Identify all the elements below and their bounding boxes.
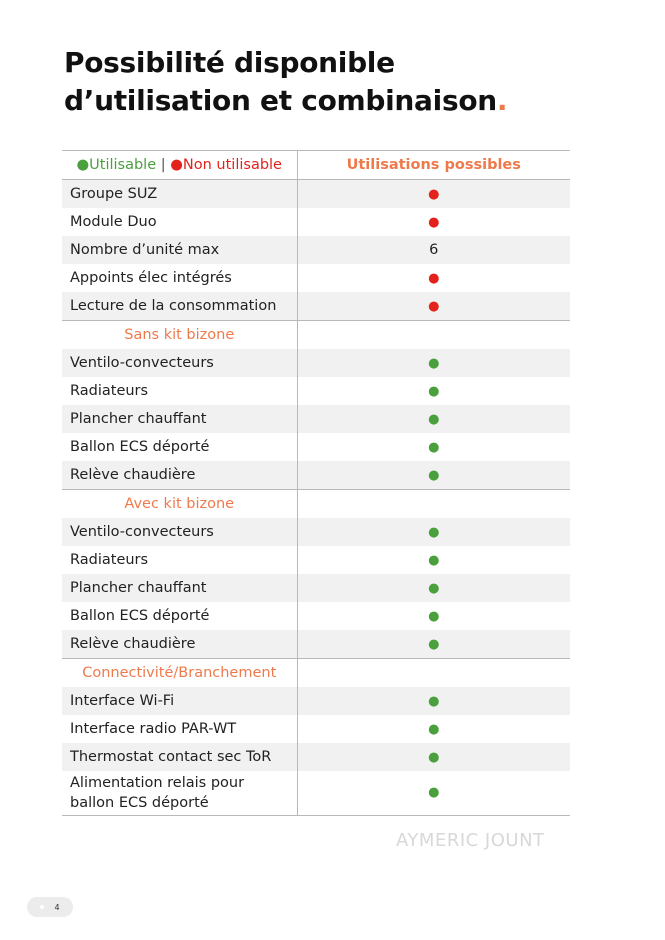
row-label-line-1: Alimentation relais pour <box>70 775 245 791</box>
green-dot-icon: ● <box>297 743 570 771</box>
page-indicator-dot-icon <box>40 905 44 909</box>
green-dot-icon: ● <box>428 608 440 624</box>
green-dot-icon: ● <box>428 439 440 455</box>
row-label: Nombre d’unité max <box>62 236 297 264</box>
row-label: Relève chaudière <box>62 461 297 490</box>
table-row <box>62 208 570 236</box>
table-row <box>62 292 570 321</box>
table-row <box>62 687 570 715</box>
row-label: Plancher chauffant <box>62 574 297 602</box>
green-dot-icon: ● <box>297 574 570 602</box>
page-number-badge <box>27 897 73 917</box>
green-dot-icon: ● <box>76 157 90 173</box>
column-header: Utilisations possibles <box>297 151 570 180</box>
table-row <box>62 377 570 405</box>
watermark: AYMERIC JOUNT <box>396 830 545 851</box>
table-row <box>62 771 570 816</box>
section-title: Avec kit bizone <box>62 490 297 519</box>
row-label-line-2: ballon ECS déporté <box>70 795 209 811</box>
green-dot-icon: ● <box>297 771 570 816</box>
green-dot-icon: ● <box>297 405 570 433</box>
row-label: Groupe SUZ <box>62 180 297 209</box>
table-row <box>62 715 570 743</box>
title-line-2-text: d’utilisation et combinaison <box>64 84 497 117</box>
section-empty-cell <box>297 659 570 688</box>
row-label: Plancher chauffant <box>62 405 297 433</box>
table-row <box>62 630 570 659</box>
usage-table <box>62 150 570 816</box>
section-header-row <box>62 321 570 350</box>
row-label: Interface Wi-Fi <box>62 687 297 715</box>
green-dot-icon: ● <box>297 349 570 377</box>
red-dot-icon: ● <box>297 180 570 209</box>
table-row <box>62 602 570 630</box>
row-label: Ballon ECS déporté <box>62 602 297 630</box>
red-dot-icon: ● <box>428 214 440 230</box>
green-dot-icon: ● <box>297 461 570 490</box>
green-dot-icon: ● <box>297 630 570 659</box>
row-label: Ventilo-convecteurs <box>62 518 297 546</box>
table-row <box>62 264 570 292</box>
row-label: Lecture de la consommation <box>62 292 297 321</box>
green-dot-icon: ● <box>428 552 440 568</box>
legend-cell <box>62 151 297 180</box>
legend-unusable-label: Non utilisable <box>182 157 282 173</box>
page-title <box>64 44 624 120</box>
table-row <box>62 546 570 574</box>
red-dot-icon: ● <box>170 157 183 173</box>
table-row <box>62 433 570 461</box>
green-dot-icon: ● <box>428 383 440 399</box>
section-header-row <box>62 490 570 519</box>
table-header-row <box>62 151 570 180</box>
row-label: Radiateurs <box>62 377 297 405</box>
table-row <box>62 236 570 264</box>
section-empty-cell <box>297 490 570 519</box>
legend-usable-label: Utilisable <box>89 157 157 173</box>
table-row <box>62 349 570 377</box>
row-label: Appoints élec intégrés <box>62 264 297 292</box>
legend-separator: | <box>156 157 171 173</box>
green-dot-icon: ● <box>297 687 570 715</box>
red-dot-icon: ● <box>297 292 570 321</box>
table-row <box>62 743 570 771</box>
table-row <box>62 405 570 433</box>
section-title: Sans kit bizone <box>62 321 297 350</box>
title-accent-dot: . <box>496 84 508 117</box>
row-label: Ballon ECS déporté <box>62 433 297 461</box>
section-title: Connectivité/Branchement <box>62 659 297 688</box>
section-header-row <box>62 659 570 688</box>
table-row <box>62 574 570 602</box>
row-label <box>62 771 297 816</box>
row-label: Interface radio PAR-WT <box>62 715 297 743</box>
row-label: Radiateurs <box>62 546 297 574</box>
red-dot-icon: ● <box>428 270 440 286</box>
table-row <box>62 518 570 546</box>
page-number: 4 <box>54 902 60 912</box>
table-row <box>62 180 570 209</box>
green-dot-icon: ● <box>428 721 440 737</box>
green-dot-icon: ● <box>297 518 570 546</box>
row-label: Thermostat contact sec ToR <box>62 743 297 771</box>
row-label: Module Duo <box>62 208 297 236</box>
row-value: 6 <box>297 236 570 264</box>
section-empty-cell <box>297 321 570 350</box>
row-label: Ventilo-convecteurs <box>62 349 297 377</box>
title-line-2 <box>64 82 624 120</box>
table-row <box>62 461 570 490</box>
row-label: Relève chaudière <box>62 630 297 659</box>
title-line-1: Possibilité disponible <box>64 46 395 79</box>
